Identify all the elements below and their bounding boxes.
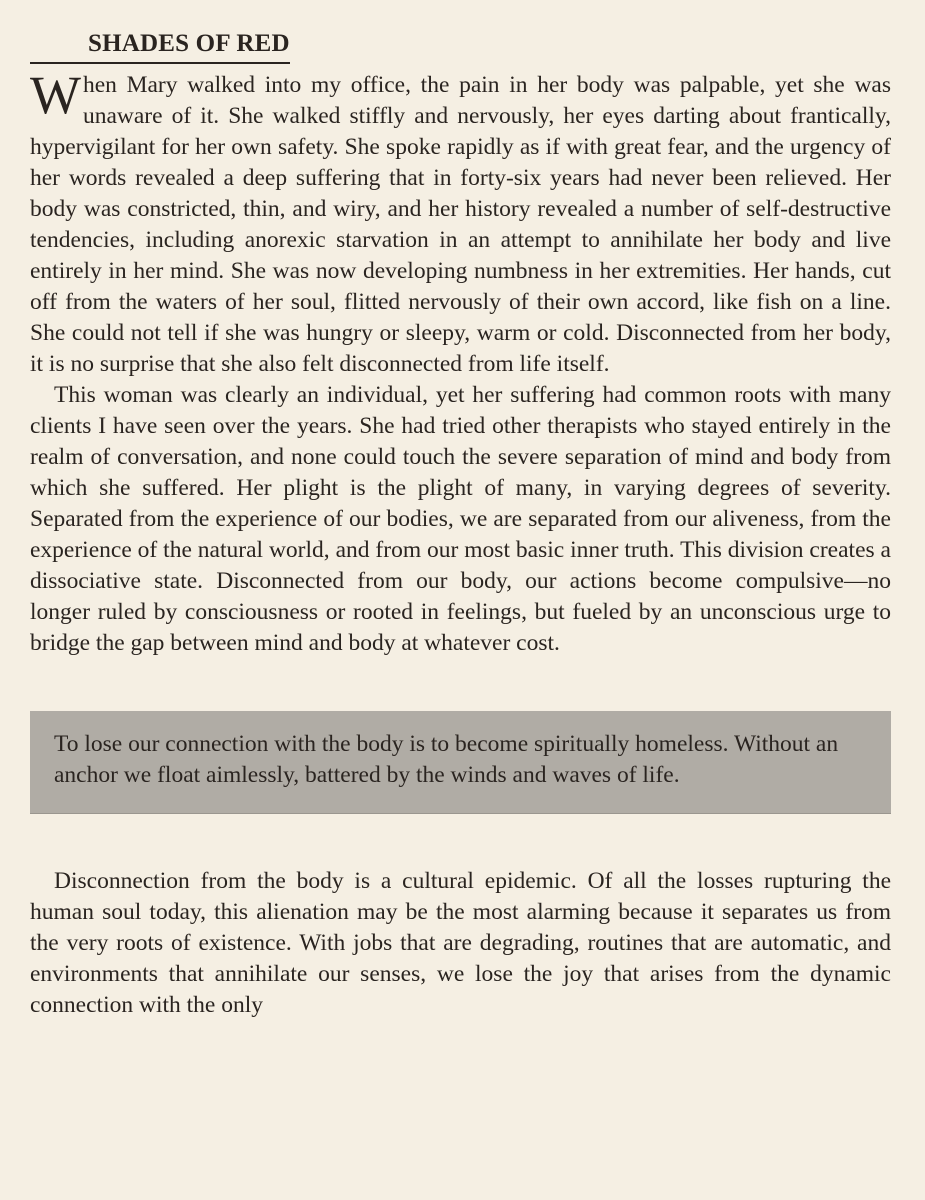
section-heading: SHADES OF RED (30, 28, 290, 64)
body-paragraph-1 (30, 65, 891, 380)
body-paragraph-2: This woman was clearly an individual, yet her suffering had common roots with many clients I have seen over the years. She had tried other therapists who stayed entirely in the realm of conversation, and none could touch the severe separation of mind and body from which she suffered. Her plight is the plight of many, in varying degrees of severity. Separated from the experience of our bodies, we are separated from our aliveness, from the experience of the natural world, and from our most basic inner truth. This division creates a dissociative state. Disconnected from our body, our actions become compulsive—no longer ruled by consciousness or rooted in feelings, but fueled by an unconscious urge to bridge the gap between mind and body at whatever cost. (30, 382, 891, 656)
body-paragraph-3: Disconnection from the body is a cultural epidemic. Of all the losses rupturing the human soul today, this alienation may be the most alarming because it separates us from the very roots of existence. With jobs that are degrading, routines that are automatic, and environments that annihilate our senses, we lose the joy that arises from the dynamic connection with the only (30, 868, 891, 1018)
drop-cap: W (30, 65, 81, 125)
pull-quote-text: To lose our connection with the body is to become spiritually homeless. Without an anchor we float aimlessly, battered by the winds and waves of life. (54, 731, 839, 788)
body-paragraph-1-text: hen Mary walked into my office, the pain in her body was palpable, yet she was unaware of it. She walked stiffly and nervously, her eyes darting about frantically, hypervigilant for her own safety. She spoke rapidly as if with great fear, and the urgency of her words revealed a deep suffering that in forty-six years had never been relieved. Her body was constricted, thin, and wiry, and her history revealed a number of self-destructive tendencies, including anorexic starvation in an attempt to annihilate her body and live entirely in her mind. She was now developing numbness in her extremities. Her hands, cut off from the waters of her soul, flitted nervously of their own accord, like fish on a line. She could not tell if she was hungry or sleepy, warm or cold. Disconnected from her body, it is no surprise that she also felt disconnected from life itself. (30, 72, 891, 377)
pull-quote-box (30, 711, 891, 814)
